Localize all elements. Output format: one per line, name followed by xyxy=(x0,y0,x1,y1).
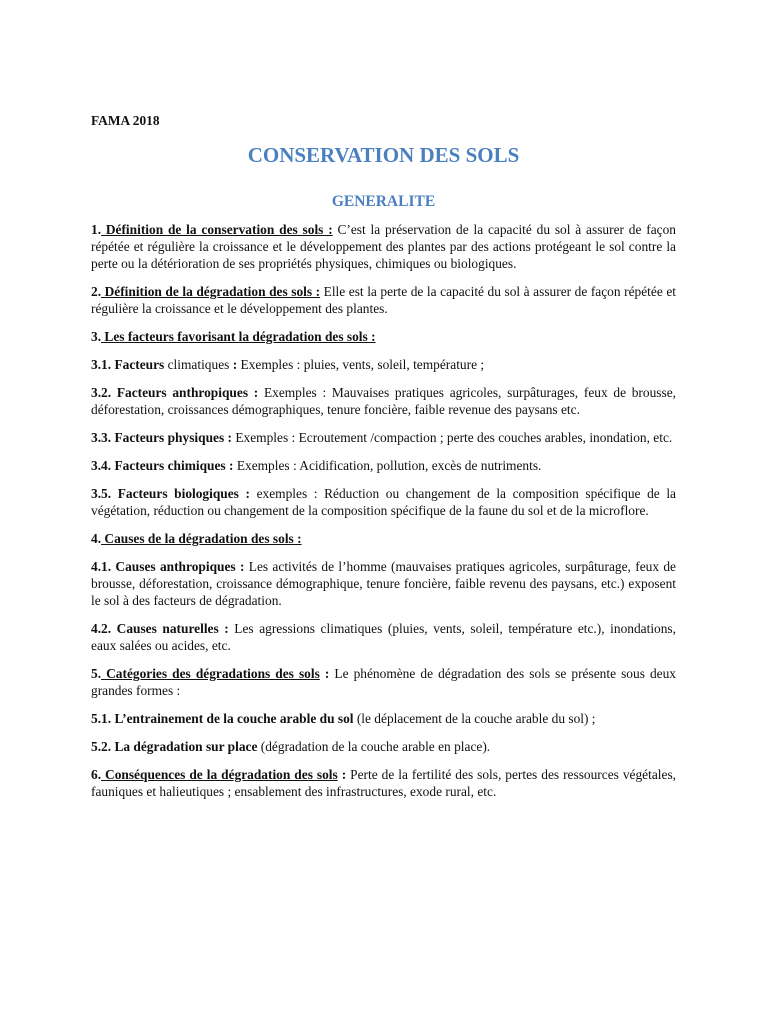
paragraph-degradation-sur-place xyxy=(91,738,676,755)
paragraph-categories xyxy=(91,665,676,699)
paragraph-number: 6. xyxy=(91,767,102,782)
paragraph-heading: L’entrainement de la couche arable du sol xyxy=(111,711,354,726)
paragraph-number: 3.2. xyxy=(91,385,112,400)
paragraph-facteurs-climatiques xyxy=(91,356,676,373)
paragraph-heading: Catégories des dégradations des sols xyxy=(101,666,320,681)
paragraph-text: Exemples : Mauvaises pratiques agricoles, surpâturages, feux de brousse, déforestation, croissances démographiques, tenure foncière, faible revenue des paysans etc. xyxy=(91,385,676,417)
paragraph-causes-anthropiques xyxy=(91,558,676,609)
paragraph-heading-colon: : xyxy=(337,767,347,782)
paragraph-number: 5.2. xyxy=(91,739,112,754)
paragraph-number: 4. xyxy=(91,531,102,546)
document-title: CONSERVATION DES SOLS xyxy=(247,143,520,167)
paragraph-heading: Causes anthropiques : xyxy=(111,559,245,574)
paragraph-number: 2. xyxy=(91,284,102,299)
paragraph-number: 3.3. xyxy=(91,430,112,445)
paragraph-facteurs-anthropiques xyxy=(91,384,676,418)
paragraph-text: Le phénomène de dégradation des sols se présente sous deux grandes formes : xyxy=(91,666,676,698)
paragraph-heading: La dégradation sur place xyxy=(111,739,258,754)
paragraph-text: Perte de la fertilité des sols, pertes des ressources végétales, fauniques et halieutiques ; ensablement des infrastructures, exode rural, etc. xyxy=(91,767,676,799)
paragraph-heading: Facteurs physiques : xyxy=(111,430,232,445)
paragraph-text: (dégradation de la couche arable en place). xyxy=(257,739,491,754)
paragraph-definition-conservation xyxy=(91,221,676,272)
paragraph-facteurs-biologiques xyxy=(91,485,676,519)
header-label: FAMA 2018 xyxy=(91,113,160,128)
paragraph-heading: Conséquences de la dégradation des sols xyxy=(101,767,338,782)
paragraph-facteurs-chimiques xyxy=(91,457,676,474)
paragraph-text: exemples : Réduction ou changement de la composition spécifique de la végétation, réduction ou changement de la composition spécifique de la faune du sol et de la microflore. xyxy=(91,486,676,518)
paragraph-number: 4.2. xyxy=(91,621,112,636)
paragraph-causes-heading xyxy=(91,530,676,547)
paragraph-consequences xyxy=(91,766,676,800)
paragraph-heading: Facteurs xyxy=(111,357,165,372)
paragraph-number: 4.1. xyxy=(91,559,112,574)
paragraph-entrainement xyxy=(91,710,676,727)
paragraph-number: 3.4. xyxy=(91,458,112,473)
paragraph-heading: Facteurs biologiques : xyxy=(111,486,250,501)
paragraph-number: 3.1. xyxy=(91,357,112,372)
paragraph-text-examples: Exemples : pluies, vents, soleil, température ; xyxy=(237,357,485,372)
document-page xyxy=(91,112,676,811)
paragraph-text: C’est la préservation de la capacité du sol à assurer de façon répétée et régulière la croissance et le développement des plantes par des actions protégeant le sol contre la perte ou la détérioration de ses propriétés physiques, chimiques ou biologiques. xyxy=(91,222,676,271)
paragraph-text: climatiques xyxy=(164,357,230,372)
paragraph-heading-colon: : xyxy=(229,357,238,372)
paragraph-text: Elle est la perte de la capacité du sol à assurer de façon répétée et régulière la croissance et le développement des plantes. xyxy=(91,284,676,316)
paragraph-text: Les agressions climatiques (pluies, vents, soleil, température etc.), inondations, eaux salées ou acides, etc. xyxy=(91,621,676,653)
paragraph-heading: Définition de la conservation des sols : xyxy=(101,222,333,237)
paragraph-heading: Facteurs chimiques : xyxy=(111,458,234,473)
paragraph-heading: Définition de la dégradation des sols : xyxy=(101,284,321,299)
paragraph-text: (le déplacement de la couche arable du sol) ; xyxy=(353,711,596,726)
section-subtitle: GENERALITE xyxy=(331,193,436,210)
paragraph-text: Les activités de l’homme (mauvaises pratiques agricoles, surpâturage, feux de brousse, déforestation, croissance démographique, tenure foncière, faible revenu des paysans, etc.) exposent le sol à des facteurs de dégradation. xyxy=(91,559,677,608)
paragraph-heading-colon: : xyxy=(319,666,330,681)
paragraph-definition-degradation xyxy=(91,283,676,317)
paragraph-heading: Causes de la dégradation des sols : xyxy=(101,531,302,546)
paragraph-heading: Facteurs anthropiques : xyxy=(111,385,259,400)
paragraph-facteurs-heading xyxy=(91,328,676,345)
paragraph-text: Exemples : Acidification, pollution, excès de nutriments. xyxy=(233,458,542,473)
paragraph-causes-naturelles xyxy=(91,620,676,654)
paragraph-heading: Les facteurs favorisant la dégradation des sols : xyxy=(101,329,376,344)
paragraph-number: 5.1. xyxy=(91,711,112,726)
paragraph-number: 1. xyxy=(91,222,102,237)
paragraph-text: Exemples : Ecroutement /compaction ; perte des couches arables, inondation, etc. xyxy=(232,430,673,445)
paragraph-number: 5. xyxy=(91,666,102,681)
paragraph-facteurs-physiques xyxy=(91,429,676,446)
paragraph-number: 3.5. xyxy=(91,486,112,501)
paragraph-number: 3. xyxy=(91,329,102,344)
paragraph-heading: Causes naturelles : xyxy=(111,621,229,636)
